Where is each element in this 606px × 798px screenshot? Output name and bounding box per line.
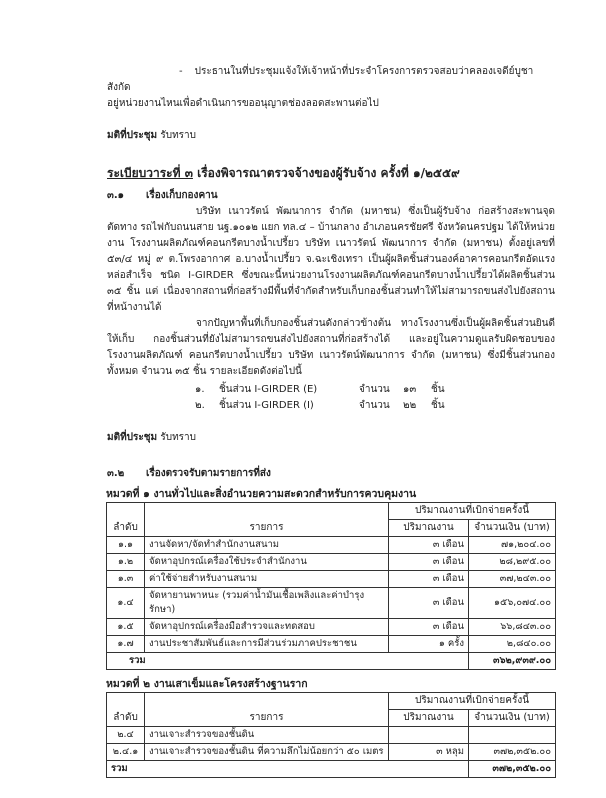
cell-amount: ๒๘,๒๙๕.๐๐ xyxy=(469,554,556,571)
section-3-1-line: บริษัท เนาวรัตน์ พัฒนาการ จำกัด (มหาชน) ซึ่งเป็นผู้รับจ้าง ก่อสร้างสะพานจุดตัดทาง xyxy=(107,206,555,233)
cell-amount: ๓๗,๒๔๓.๐๐ xyxy=(469,571,556,588)
item-number: ๑. xyxy=(195,384,205,395)
cell-item: งานเจาะสำรวจของชั้นดิน xyxy=(145,727,389,744)
table-row xyxy=(107,619,556,636)
category-1-table xyxy=(106,502,556,670)
cell-seq: ๒.๔ xyxy=(107,727,145,744)
item-qty-label: จำนวน xyxy=(359,384,390,395)
table-row xyxy=(107,727,556,744)
cell-amount: ๓๗๒,๓๕๒.๐๐ xyxy=(469,744,556,761)
section-title: เรื่องเก็บกองคาน xyxy=(146,190,218,201)
total-label: รวม xyxy=(107,653,469,670)
section-3-1-paragraph xyxy=(107,204,555,316)
cell-item: งานประชาสัมพันธ์และการมีส่วนร่วมภาคประชาชน xyxy=(145,636,389,653)
category-2-title: หมวดที่ ๒ งานเสาเข็มและโครงสร้างฐานราก xyxy=(106,678,308,690)
header-group: ปริมาณงานที่เบิกจ่ายครั้งนี้ xyxy=(389,503,556,520)
section-title: เรื่องตรวจรับตามรายการที่ส่ง xyxy=(146,468,271,479)
cell-seq: ๑.๑ xyxy=(107,537,145,554)
category-2-table xyxy=(106,692,556,778)
cell-item: งานเจาะสำรวจของชั้นดิน ที่ความลึกไม่น้อยกว่า ๕๐ เมตร xyxy=(145,744,389,761)
agenda-heading xyxy=(107,164,555,182)
girder-item xyxy=(195,398,555,414)
total-row xyxy=(107,653,556,670)
para1-line2: อยู่หน่วยงานไหนเพื่อดำเนินการขออนุญาตช่องลอดสะพานต่อไป xyxy=(107,98,379,109)
category-1-title: หมวดที่ ๑ งานทั่วไปและสิ่งอำนวยความสะดวกสำหรับการควบคุมงาน xyxy=(106,488,417,500)
section-3-1-line: คอนกรีตบางน้ำเปรี้ยว บริษัท เนาวรัตน์พัฒนาการ จำกัด (มหาชน) ซึ่งมีชิ้นส่วนกองทั้งหมด จำนวน ๓๕ ชิ้น xyxy=(107,350,555,377)
section-3-2-heading xyxy=(107,466,555,482)
cell-seq: ๑.๓ xyxy=(107,571,145,588)
table-row xyxy=(107,636,556,653)
cell-amount: ๖๖,๘๔๓.๐๐ xyxy=(469,619,556,636)
header-qty: ปริมาณงาน xyxy=(389,710,469,727)
section-3-1-line: รถไฟกับถนนสาย นฐ.๑๐๑๒ แยก ทล.๔ – บ้านกลาง อำเภอนครชัยศรี จังหวัดนครปฐม ได้ให้หน่วยงาน xyxy=(107,222,555,249)
total-label: รวม xyxy=(107,761,469,778)
cell-qty xyxy=(389,727,469,744)
bullet: - xyxy=(179,66,183,77)
header-qty: ปริมาณงาน xyxy=(389,520,469,537)
resolution-text: รับทราบ xyxy=(160,130,196,141)
header-seq: ลำดับ xyxy=(107,693,145,727)
cell-qty: ๓ เดือน xyxy=(389,588,469,619)
cell-seq: ๑.๔ xyxy=(107,588,145,619)
cell-qty: ๓ เดือน xyxy=(389,571,469,588)
header-amount: จำนวนเงิน (บาท) xyxy=(469,710,556,727)
cell-item: จัดหาอุปกรณ์เครื่องใช้ประจำสำนักงาน xyxy=(145,554,389,571)
cell-item: งานจัดหา/จัดทำสำนักงานสนาม xyxy=(145,537,389,554)
section-3-1-line: รายละเอียดดังต่อไปนี้ xyxy=(209,366,302,377)
cell-qty: ๑ ครั้ง xyxy=(389,636,469,653)
cell-item: ค่าใช้จ่ายสำหรับงานสนาม xyxy=(145,571,389,588)
section-3-1-line: โรงงานผลิตภัณฑ์คอนกรีตบางน้ำเปรี้ยว บริษัท เนาวรัตน์ พัฒนาการ จำกัด (มหาชน) ตั้งอยู่เลขที่ ๕๓/๔ xyxy=(107,238,555,265)
resolution-2 xyxy=(107,430,555,446)
table-header-row xyxy=(107,693,556,710)
cell-amount: ๗๑,๒๐๔.๐๐ xyxy=(469,537,556,554)
header-item: รายการ xyxy=(145,693,389,727)
section-3-1-line: กองชิ้นส่วนที่ยังไม่สามารถขนส่งไปยังสถานที่ก่อสร้างได้ และอยู่ในความดูแลรับผิดชอบของโรงงานผลิตภัณฑ์ xyxy=(107,334,555,361)
item-number: ๒. xyxy=(195,400,205,411)
girder-list xyxy=(195,382,555,414)
item-unit: ชิ้น xyxy=(431,384,445,395)
item-name: ชิ้นส่วน I-GIRDER (E) xyxy=(219,384,318,395)
resolution-label: มติที่ประชุม xyxy=(107,130,158,141)
agenda-title: เรื่องพิจารณาตรวจจ้างของผู้รับจ้าง ครั้งที่ ๑/๒๕๕๙ xyxy=(197,166,460,180)
cell-qty: ๓ เดือน xyxy=(389,554,469,571)
table-row xyxy=(107,744,556,761)
item-name: ชิ้นส่วน I-GIRDER (I) xyxy=(219,400,314,411)
item-qty: ๒๒ xyxy=(403,400,417,411)
cell-qty: ๓ เดือน xyxy=(389,537,469,554)
item-qty-label: จำนวน xyxy=(359,400,390,411)
section-3-1-line: จากปัญหาพื้นที่เก็บกองชิ้นส่วนดังกล่าวข้างต้น ทางโรงงานซึ่งเป็นผู้ผลิตชิ้นส่วนยินดีให้เก็บ xyxy=(107,318,555,345)
cell-seq: ๒.๔.๑ xyxy=(107,744,145,761)
section-3-1-heading xyxy=(107,188,555,204)
agenda-label: ระเบียบวาระที่ ๓ xyxy=(107,166,193,180)
header-item: รายการ xyxy=(145,503,389,537)
item-qty: ๑๓ xyxy=(403,384,417,395)
section-3-1-paragraph xyxy=(107,316,555,380)
header-seq: ลำดับ xyxy=(107,503,145,537)
resolution-label: มติที่ประชุม xyxy=(107,432,158,443)
table-row xyxy=(107,588,556,619)
section-3-1-line: ชนิด I-GIRDER ซึ่งขณะนี้หน่วยงานโรงงานผลิตภัณฑ์คอนกรีตบางน้ำเปรี้ยวได้ผลิตชิ้นส่วน ๓๕ ชิ้น แต่ xyxy=(107,270,556,297)
section-number: ๓.๑ xyxy=(107,190,124,201)
cell-amount: ๑๕๖,๐๗๔.๐๐ xyxy=(469,588,556,619)
resolution-text: รับทราบ xyxy=(160,432,196,443)
table-header-row xyxy=(107,503,556,520)
para1-line1 xyxy=(107,64,555,96)
table-row xyxy=(107,554,556,571)
cell-item: จัดหายานพาหนะ (รวมค่าน้ำมันเชื้อเพลิงและค่าบำรุงรักษา) xyxy=(145,588,389,619)
section-3-1-line: เนื่องจากสถานที่ก่อสร้างมีพื้นที่จำกัดสำหรับเก็บกองชิ้นส่วนทำให้ไม่สามารถขนส่งไปยังสถานที่หน้างานได้ xyxy=(107,286,555,313)
total-row xyxy=(107,761,556,778)
para1-text1: ประธานในที่ประชุมแจ้งให้เจ้าหน้าที่ประจำโครงการตรวจสอบว่าคลองเจดีย์บูชาสังกัด xyxy=(107,66,534,93)
section-3-1-body xyxy=(107,204,555,380)
header-group: ปริมาณงานที่เบิกจ่ายครั้งนี้ xyxy=(389,693,556,710)
total-amount: ๓๖๒,๙๓๙.๐๐ xyxy=(469,653,556,670)
cell-qty: ๓ เดือน xyxy=(389,619,469,636)
cell-seq: ๑.๕ xyxy=(107,619,145,636)
section-number: ๓.๒ xyxy=(107,468,125,479)
girder-item xyxy=(195,382,555,398)
cell-seq: ๑.๗ xyxy=(107,636,145,653)
cell-amount: ๒,๘๔๐.๐๐ xyxy=(469,636,556,653)
section-3-1-line: หมู่ ๙ ต.โพรงอากาศ อ.บางน้ำเปรี้ยว จ.ฉะเชิงเทรา เป็นผู้ผลิตชิ้นส่วนองค์อาคารคอนกรีตอัดแรงหล่อสำเร็จ xyxy=(107,254,555,281)
cell-amount xyxy=(469,727,556,744)
item-unit: ชิ้น xyxy=(431,400,445,411)
header-amount: จำนวนเงิน (บาท) xyxy=(469,520,556,537)
total-amount: ๓๗๒,๓๕๒.๐๐ xyxy=(469,761,556,778)
cell-item: จัดหาอุปกรณ์เครื่องมือสำรวจและทดสอบ xyxy=(145,619,389,636)
table-row xyxy=(107,571,556,588)
table-row xyxy=(107,537,556,554)
cell-qty: ๓ หลุม xyxy=(389,744,469,761)
cell-seq: ๑.๒ xyxy=(107,554,145,571)
resolution-1 xyxy=(107,128,555,144)
